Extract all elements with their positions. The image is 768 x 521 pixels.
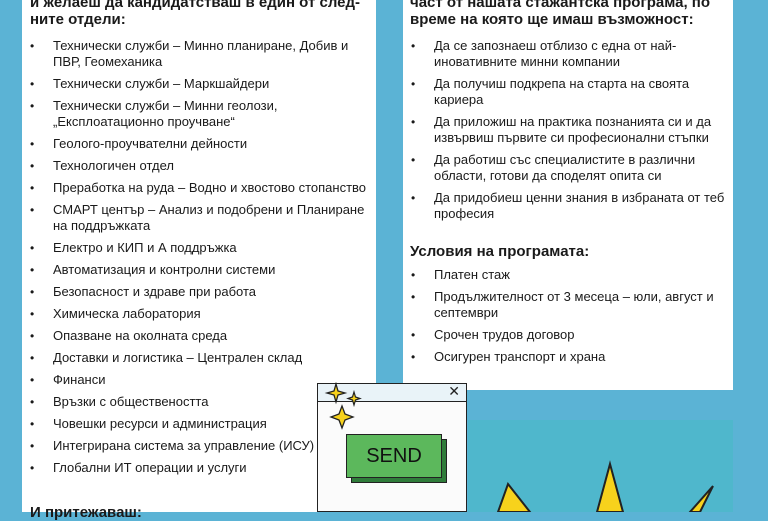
send-window-illustration [317, 383, 467, 512]
list-item: • Платен стаж [403, 267, 729, 283]
list-item: • Технически служби – Маркшайдери [22, 76, 372, 92]
list-item: • Срочен трудов договор [403, 327, 729, 343]
list-item: • Да се запознаеш отблизо с една от най-иновативните минни компании [403, 38, 729, 70]
list-item: • Финанси [22, 372, 372, 388]
list-item: • Геолого-проучвателни дейности [22, 136, 372, 152]
list-item: • Преработка на руда – Водно и хвостово стопанство [22, 180, 372, 196]
list-item: • Човешки ресурси и администрация [22, 416, 372, 432]
departments-heading: и желаеш да кандидатстваш в един от след- ните отдели: [30, 0, 361, 28]
list-item: • Технически служби – Минно планиране, Добив и ПВР, Геомеханика [22, 38, 372, 70]
list-item: • Да придобиеш ценни знания в избраната от теб професия [403, 190, 729, 222]
list-item: • Безопасност и здраве при работа [22, 284, 372, 300]
right-panel [403, 0, 733, 390]
list-item: • Опазване на околната среда [22, 328, 372, 344]
close-icon: ✕ [448, 383, 460, 399]
opportunities-list [403, 38, 729, 228]
list-item: • Продължителност от 3 месеца – юли, август и септември [403, 289, 729, 321]
opportunities-heading: част от нашата стажантска програма, по време на която ще имаш възможност: [410, 0, 711, 28]
list-item: • Интегрирана система за управление (ИСУ) [22, 438, 372, 454]
conditions-list [403, 267, 729, 371]
list-item: • Технологичен отдел [22, 158, 372, 174]
list-item: • Глобални ИТ операции и услуги [22, 460, 372, 476]
list-item: • Да работиш със специалистите в различни области, готови да споделят опита си [403, 152, 729, 184]
list-item: • Електро и КИП и А поддръжка [22, 240, 372, 256]
list-item: • Технически служби – Минни геолози, „Експлоатационно проучване“ [22, 98, 372, 130]
list-item: • Връзки с обществеността [22, 394, 372, 410]
requirements-heading: И притежаваш: [30, 504, 142, 521]
list-item: • Доставки и логистика – Централен склад [22, 350, 372, 366]
send-button[interactable]: SEND [346, 434, 442, 478]
conditions-heading: Условия на програмата: [410, 243, 590, 260]
sparkle-icon [324, 382, 364, 442]
list-item: • СМАРТ център – Анализ и подобрени и Планиране на поддръжката [22, 202, 372, 234]
sunburst-icon [468, 420, 733, 512]
list-item: • Да приложиш на практика познанията си и да извървиш първите си професионални стъпки [403, 114, 729, 146]
list-item: • Осигурен транспорт и храна [403, 349, 729, 365]
list-item: • Да получиш подкрепа на старта на своята кариера [403, 76, 729, 108]
decorative-block [468, 420, 733, 512]
list-item: • Автоматизация и контролни системи [22, 262, 372, 278]
list-item: • Химическа лаборатория [22, 306, 372, 322]
